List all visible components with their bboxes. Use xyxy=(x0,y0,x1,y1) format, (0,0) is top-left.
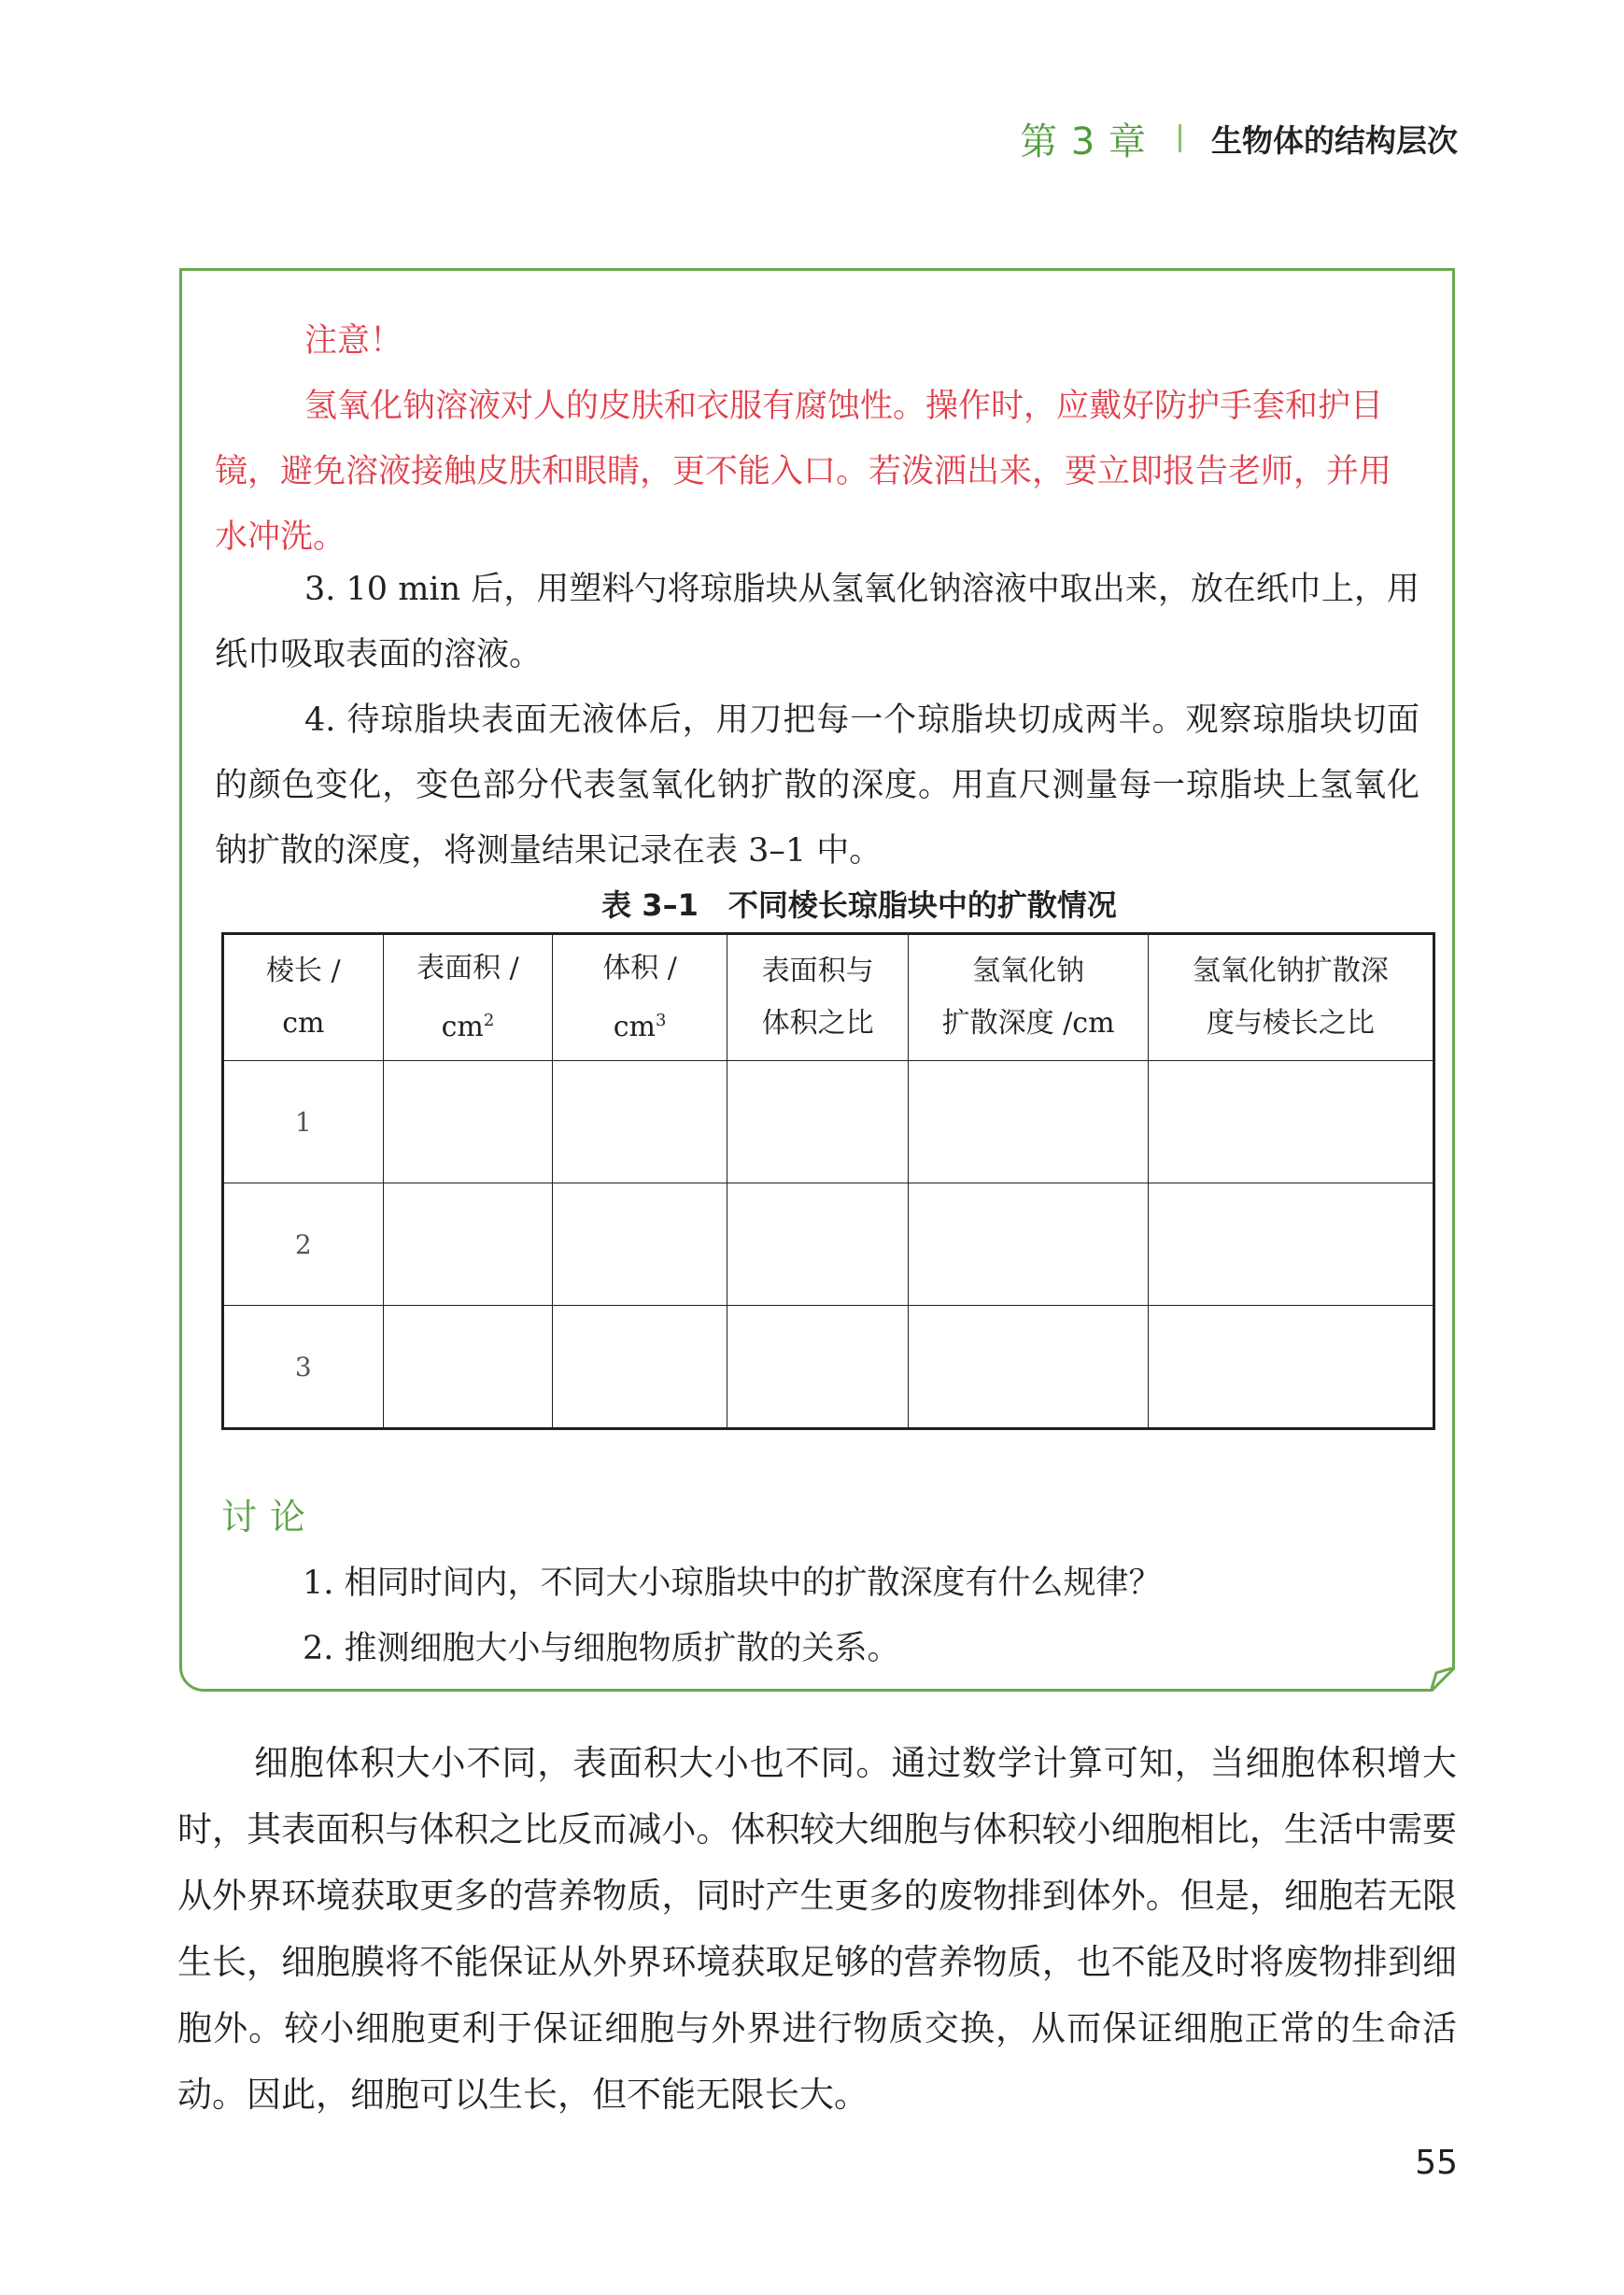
page-header xyxy=(1020,110,1458,166)
table-cell[interactable] xyxy=(553,1183,727,1306)
procedure-steps xyxy=(215,557,1419,884)
table-cell[interactable] xyxy=(909,1306,1148,1429)
table-cell[interactable] xyxy=(1148,1306,1433,1429)
header-diffusion-depth: 氢氧化钠 扩散深度 /cm xyxy=(909,934,1148,1061)
row-label: 2 xyxy=(223,1183,384,1306)
step-3: 3. 10 min 后，用塑料勺将琼脂块从氢氧化钠溶液中取出来，放在纸巾上，用纸巾吸取表面的溶液。 xyxy=(215,571,1419,673)
row-label: 1 xyxy=(223,1061,384,1183)
body-text: 细胞体积大小不同，表面积大小也不同。通过数学计算可知，当细胞体积增大时，其表面积与体积之比反而减小。体积较大细胞与体积较小细胞相比，生活中需要从外界环境获取更多的营养物质，同时产生更多的废物排到体外。但是，细胞若无限生长，细胞膜将不能保证从外界环境获取足够的营养物质，也不能及时将废物排到细胞外。较小细胞更利于保证细胞与外界进行物质交换，从而保证细胞正常的生命活动。因此，细胞可以生长，但不能无限长大。 xyxy=(177,1743,1457,2115)
table-cell[interactable] xyxy=(553,1061,727,1183)
discussion-title: 讨论 xyxy=(221,1496,319,1537)
table-cell[interactable] xyxy=(909,1183,1148,1306)
discussion-questions xyxy=(303,1551,1423,1681)
header-divider xyxy=(1179,124,1181,152)
table-cell[interactable] xyxy=(553,1306,727,1429)
table-cell[interactable] xyxy=(727,1306,909,1429)
table-header-row xyxy=(223,934,1434,1061)
header-depth-edge-ratio: 氢氧化钠扩散深 度与棱长之比 xyxy=(1148,934,1433,1061)
table-row xyxy=(223,1061,1434,1183)
header-edge-length: 棱长 / cm xyxy=(223,934,384,1061)
safety-notice xyxy=(215,308,1419,570)
table-cell[interactable] xyxy=(383,1061,553,1183)
header-volume: 体积 / $cm^3$ xyxy=(553,934,727,1061)
notice-title: 注意！ xyxy=(304,322,403,360)
chapter-title: 生物体的结构层次 xyxy=(1211,121,1458,159)
notice-text: 氢氧化钠溶液对人的皮肤和衣服有腐蚀性。操作时，应戴好防护手套和护目镜，避免溶液接触皮肤和眼睛，更不能入口。若泼洒出来，要立即报告老师，并用水冲洗。 xyxy=(215,388,1392,556)
table-row xyxy=(223,1306,1434,1429)
step-4: 4. 待琼脂块表面无液体后，用刀把每一个琼脂块切成两半。观察琼脂块切面的颜色变化，变色部分代表氢氧化钠扩散的深度。用直尺测量每一琼脂块上氢氧化钠扩散的深度，将测量结果记录在表 3–1 中。 xyxy=(215,701,1419,870)
chapter-label: 第 3 章 xyxy=(1020,120,1147,163)
table-cell[interactable] xyxy=(383,1183,553,1306)
table-cell[interactable] xyxy=(1148,1183,1433,1306)
table-cell[interactable] xyxy=(727,1183,909,1306)
table-cell[interactable] xyxy=(1148,1061,1433,1183)
row-label: 3 xyxy=(223,1306,384,1429)
header-surface-area: 表面积 / $cm^2$ xyxy=(383,934,553,1061)
discussion-question-2: 2. 推测细胞大小与细胞物质扩散的关系。 xyxy=(303,1630,900,1667)
page-number: 55 xyxy=(1415,2144,1458,2182)
diffusion-table xyxy=(221,932,1435,1430)
discussion-question-1: 1. 相同时间内，不同大小琼脂块中的扩散深度有什么规律？ xyxy=(303,1565,1162,1602)
table-caption: 表 3–1 不同棱长琼脂块中的扩散情况 xyxy=(601,887,1117,923)
table-cell[interactable] xyxy=(383,1306,553,1429)
table-cell[interactable] xyxy=(909,1061,1148,1183)
header-surface-volume-ratio: 表面积与 体积之比 xyxy=(727,934,909,1061)
table-cell[interactable] xyxy=(727,1061,909,1183)
folded-corner-icon xyxy=(1431,1667,1455,1692)
table-row xyxy=(223,1183,1434,1306)
body-paragraph xyxy=(177,1730,1457,2128)
